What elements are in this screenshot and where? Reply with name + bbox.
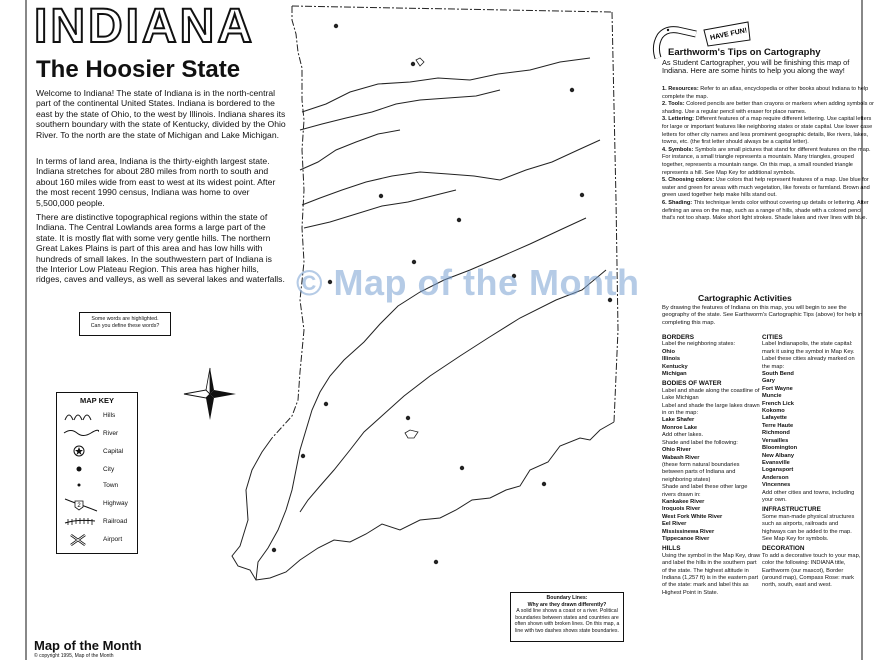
tippecanoe-river — [302, 140, 600, 205]
activity-text: Shade and label these other large rivers drawn in: — [662, 484, 748, 498]
page-subtitle: The Hoosier State — [36, 56, 241, 83]
white-river — [300, 270, 606, 512]
activity-item: Bloomington — [762, 445, 798, 452]
highlight-note-line-1: Some words are highlighted. — [91, 316, 159, 322]
activity-heading: HILLS — [662, 545, 681, 553]
activity-item: Lake Shafer — [662, 417, 695, 424]
highway-icon — [63, 497, 99, 513]
boundary-note-text: A solid line shows a coast or a river. Political boundaries between states and countries are often shown with broken lines. On this map, a line with two dashes shows state boundaries. — [514, 608, 620, 634]
activity-text: Add other lakes. — [662, 432, 704, 439]
intro-paragraph-2: In terms of land area, Indiana is the thirty-eighth largest state. Indiana stretches for about 280 miles from north to south and about 160 miles wide from east to west at its widest point. After the most recent 1990 census, Indiana was home to over 5,500,000 people. — [36, 156, 276, 208]
activity-item: Versailles — [762, 437, 789, 444]
activity-item: West Fork White River — [662, 513, 723, 520]
mascot-speech-bubble: HAVE FUN! — [709, 27, 748, 42]
map-key-label: Town — [103, 482, 119, 489]
map-key-label: Hills — [103, 412, 116, 419]
map-key-row-highway — [63, 497, 173, 511]
activity-text: Shade and label the following: — [662, 439, 738, 446]
boundary-note-title-1: Boundary Lines: — [546, 595, 588, 601]
hills-icon — [63, 409, 99, 421]
activities-left-column — [662, 332, 762, 597]
tip-item: 3. Lettering: Different features of a map require different lettering. Use capital letters for large or important features like neighboring states or state capital. Use lower case letters for other city names and less prominent geographic details, like rivers, lakes, towns, etc. (the first letter should always be a capital letter). — [662, 116, 873, 146]
tips-title: Earthworm's Tips on Cartography — [668, 47, 821, 58]
activity-text: Label and shade along the coastline of Lake Michigan — [662, 387, 760, 402]
activity-item: Iroquois River — [662, 506, 701, 513]
activity-item: South Bend — [762, 371, 794, 378]
boundary-note — [510, 592, 624, 642]
state-boundary — [272, 6, 618, 438]
boundary-note-title-2: Why are they drawn differently? — [527, 601, 607, 608]
activity-item: Logansport — [762, 467, 794, 474]
lake-shafer — [416, 58, 424, 66]
activity-item: Ohio River — [662, 447, 691, 454]
north-river-1 — [302, 58, 590, 112]
activity-item: Muncie — [762, 393, 782, 400]
tip-item: 5. Choosing colors: Use colors that help represent features of a map. Use blue for water and green for areas with much vegetation, like forests or farmland. Brown and green used together help make hills stand out. — [662, 177, 870, 199]
north-river-2 — [300, 90, 500, 130]
activity-heading: BODIES OF WATER — [662, 380, 722, 388]
map-key-label: City — [103, 466, 115, 473]
map-key-title: MAP KEY — [79, 396, 115, 405]
river-icon — [63, 427, 99, 439]
activity-item: Kankakee River — [662, 498, 705, 505]
tips-list — [662, 86, 874, 223]
activity-heading: CITIES — [762, 334, 783, 341]
map-key-row-hills — [63, 409, 173, 423]
map-key-label: Airport — [103, 536, 123, 543]
activity-item: Eel River — [662, 521, 687, 528]
activities-title: Cartographic Activities — [698, 293, 792, 303]
activity-item: Evansville — [762, 459, 790, 466]
map-key-row-river — [63, 427, 173, 441]
activity-item: Ohio — [662, 348, 675, 355]
activity-item: Terre Haute — [762, 422, 794, 429]
lake-monroe — [405, 430, 418, 438]
highway-shield-number: 2 — [77, 503, 81, 509]
tips-intro: As Student Cartographer, you will be finishing this map of Indiana. Here are some hints to help you along the way! — [662, 58, 850, 76]
activities-right-column — [762, 332, 862, 590]
activity-item: New Albany — [762, 452, 795, 459]
activity-text: Some man-made physical structures such as airports, railroads and highways can be added to the map. See Map Key for symbols. — [762, 513, 855, 542]
activity-text: Add other cities and towns, including your own. — [762, 489, 855, 503]
activity-item: Anderson — [762, 474, 789, 481]
town-icon — [63, 479, 99, 491]
intro-paragraph-3: There are distinctive topographical regions within the state of Indiana. The Central Lowlands area forms a large part of the state. It is mostly flat with some very gentle hills. The northern Great Lakes Plains is part of this area and has low hills with hundreds of small lakes. In the southwestern part of Indiana is the Interior Low Plateau Region. This area has higher hills, ridges, caves and valleys, as well as several lakes and waterfalls. — [36, 212, 285, 285]
map-key-row-city — [63, 463, 173, 477]
activity-item: Kokomo — [762, 408, 785, 415]
tip-item: 2. Tools: Colored pencils are better than crayons or markers when adding symbols or shading. Use a regular pencil with eraser for place names. — [662, 101, 874, 115]
activity-item: Lafayette — [762, 415, 787, 422]
activity-item: Kentucky — [662, 363, 688, 370]
activity-text: (these form natural boundaries between parts of Indiana and neighboring states) — [662, 461, 740, 483]
activity-text: Label the neighboring states: — [662, 341, 736, 348]
railroad-icon — [63, 515, 99, 527]
map-key — [56, 392, 138, 554]
map-key-label: River — [103, 430, 119, 437]
activity-text: To add a decorative touch to your map, color the following: INDIANA title, Earthworm (our mascot), Border (around map), Compass Rose: mark north, south, east and west. — [762, 552, 861, 589]
tip-item: 1. Resources: Refer to an atlas, encyclopedia or other books about Indiana to help complete the map. — [662, 86, 869, 100]
activity-item: Wabash River — [662, 454, 700, 461]
activity-text: Label Indianapolis, the state capital: mark it using the symbol in Map Key. — [762, 341, 855, 355]
activity-item: Gary — [762, 378, 775, 385]
footer-copyright: © copyright 1995, Map of the Month — [34, 653, 114, 659]
map-key-row-town — [63, 479, 173, 493]
map-key-row-railroad — [63, 515, 173, 529]
ohio-river — [232, 422, 614, 580]
activity-heading: DECORATION — [762, 545, 805, 553]
footer-title: Map of the Month — [34, 638, 142, 653]
activity-item: Monroe Lake — [662, 424, 698, 431]
map-key-row-capital — [63, 445, 173, 459]
activity-text: Label these cities already marked on the map: — [762, 356, 855, 370]
activity-item: Michigan — [662, 371, 687, 378]
highlight-note-line-2: Can you define these words? — [90, 323, 160, 329]
activity-item: Richmond — [762, 430, 790, 437]
map-key-label: Highway — [103, 500, 128, 507]
tip-item: 4. Symbols: Symbols are small pictures that stand for different features on the map. For instance, a small triangle represents a mountain. Many triangles, grouped together, represents a mountain range. On this map, a small rounded triangle represents a hill. See Map Key for additional symbols. — [662, 146, 871, 176]
map-key-label: Railroad — [103, 518, 128, 525]
intro-paragraph-1: Welcome to Indiana! The state of Indiana is in the north-central part of the continental United States. Indiana is bordered to the east by the state of Ohio, to the west by Illinois. Indiana shares its southern boundary with the state of Kentucky, divided by the Ohio River. To the north are the state of Michigan and Lake Michigan. — [36, 88, 286, 140]
compass-rose-icon — [182, 366, 238, 422]
kankakee-river — [300, 130, 400, 170]
activity-item: Vincennes — [762, 482, 791, 489]
map-key-row-airport — [63, 533, 173, 547]
activity-item: Illinois — [662, 356, 681, 363]
activity-heading: INFRASTRUCTURE — [762, 506, 821, 514]
map-key-label: Capital — [103, 448, 124, 455]
page-title: INDIANA — [34, 0, 255, 53]
activities-intro: By drawing the features of Indiana on this map, you will begin to see the geography of the state. See Earthworm's Cartographic Tips (above) for help in completing this map. — [662, 305, 863, 326]
activity-text: Label and shade the large lakes drawn in on the map: — [662, 402, 760, 417]
highlight-note — [79, 312, 171, 336]
tip-item: 6. Shading: This technique lends color without covering up details or lettering. After defining an area on the map, such as a range of hills, shade with a colored pencil that's not too sharp. Make short light strokes. Shade lakes and river lines with blue. — [662, 199, 869, 222]
activity-item: French Lick — [762, 400, 794, 407]
capital-icon — [63, 445, 99, 457]
airport-icon — [63, 533, 99, 547]
activity-heading: BORDERS — [662, 334, 694, 341]
city-icon — [63, 463, 99, 475]
activity-text: Using the symbol in the Map Key, draw and label the hills in the southern part of the state. The highest altitude in Indiana (1,257 ft) is in the eastern part of the state: mark and label this as Highest Point in State. — [662, 552, 761, 596]
activity-item: Fort Wayne — [762, 385, 793, 392]
watermark: © Map of the Month — [296, 262, 640, 303]
activity-item: Tippecanoe River — [662, 535, 710, 542]
activity-item: Mississinewa River — [662, 528, 715, 535]
